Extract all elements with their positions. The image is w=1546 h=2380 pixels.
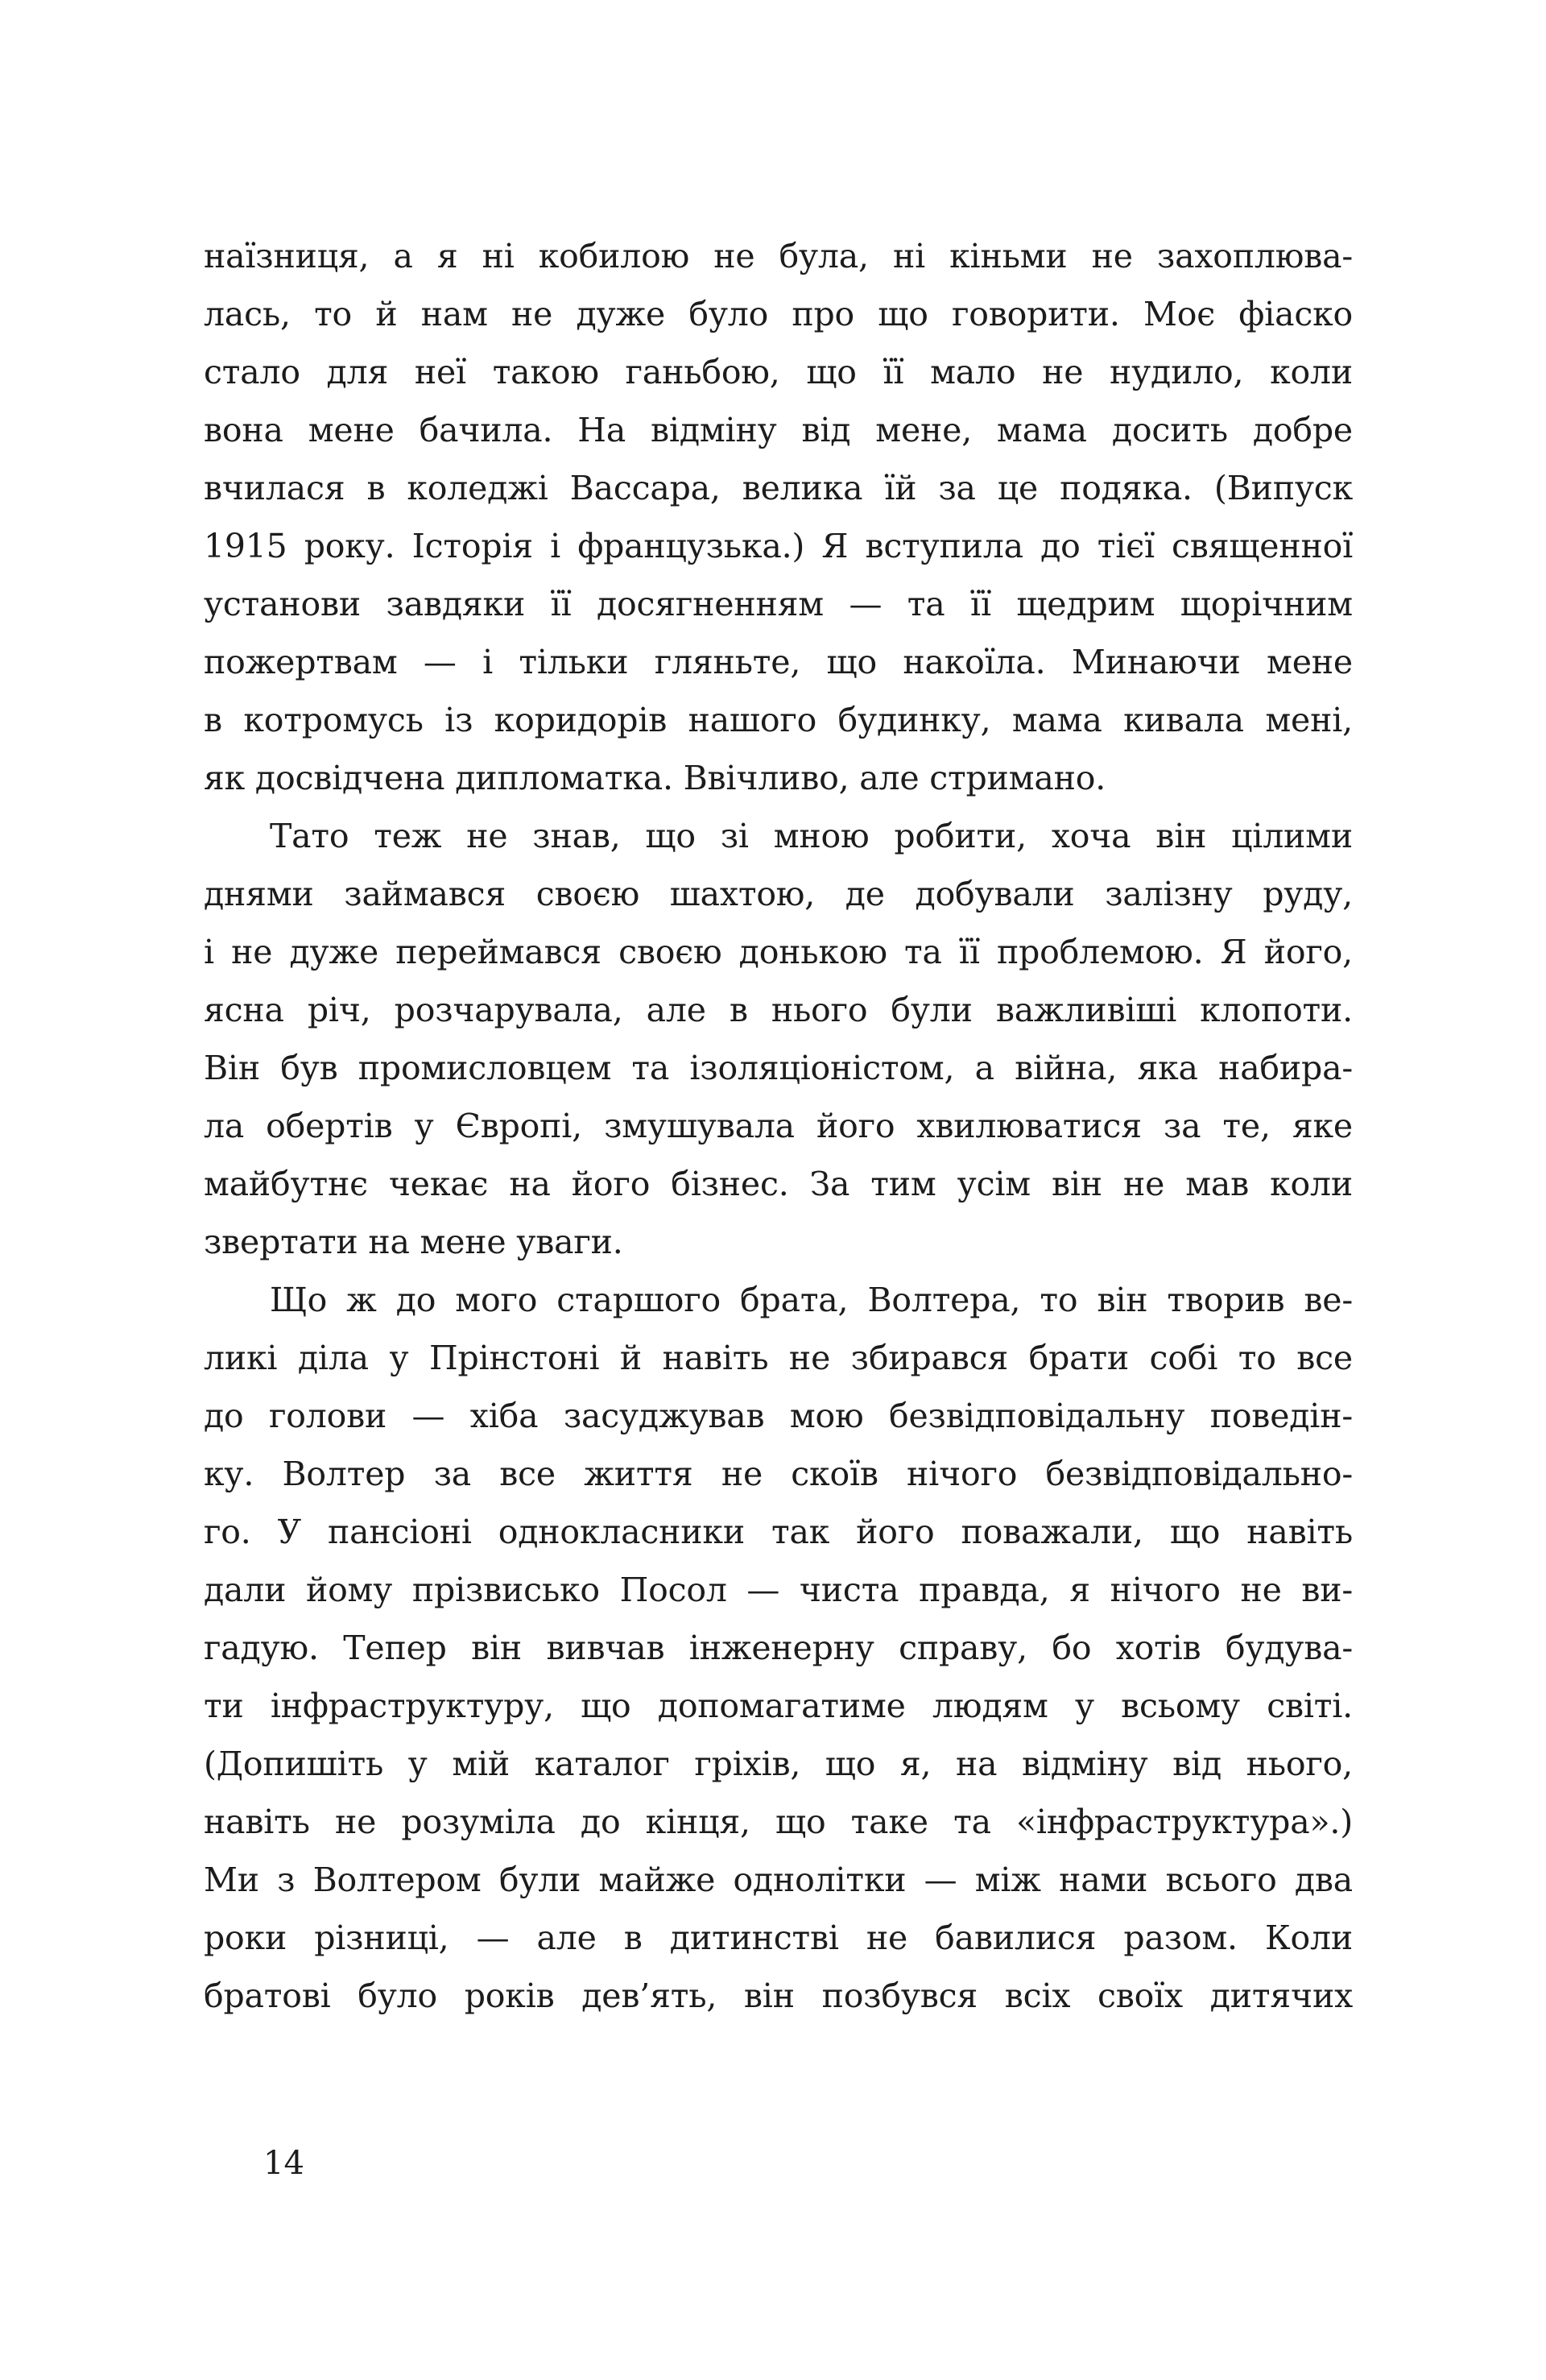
text-line-content: ликі діла у Прінстоні й навіть не збирався брати собі то все — [204, 1339, 1353, 1377]
text-line-content: навіть не розуміла до кінця, що таке та «інфраструктура».) — [204, 1803, 1353, 1841]
text-line — [204, 1155, 1353, 1213]
text-line-content: майбутнє чекає на його бізнес. За тим усім він не мав коли — [204, 1165, 1353, 1203]
paragraph-start-line — [204, 807, 1353, 865]
text-line-content: Ми з Волтером були майже однолітки — між нами всього два — [204, 1861, 1353, 1899]
text-line — [204, 1387, 1353, 1445]
text-line-content: установи завдяки її досягненням — та її щедрим щорічним — [204, 585, 1353, 623]
text-line-content: вона мене бачила. На відміну від мене, мама досить добре — [204, 411, 1353, 449]
text-line — [204, 1967, 1353, 2025]
text-line-content: звертати на мене уваги. — [204, 1223, 623, 1261]
text-line-content: днями займався своєю шахтою, де добували залізну руду, — [204, 875, 1353, 913]
text-line-content: до голови — хіба засуджував мою безвідповідальну поведін- — [204, 1397, 1353, 1435]
text-line-content: вчилася в коледжі Вассара, велика їй за це подяка. (Випуск — [204, 469, 1353, 507]
text-line — [204, 1793, 1353, 1851]
text-line — [204, 401, 1353, 459]
text-line — [204, 691, 1353, 749]
text-line-content: і не дуже переймався своєю донькою та її проблемою. Я його, — [204, 933, 1353, 971]
text-line — [204, 923, 1353, 981]
text-line-content: 1915 року. Історія і французька.) Я вступила до тієї священної — [204, 527, 1353, 565]
text-line — [204, 1445, 1353, 1503]
text-line — [204, 227, 1353, 285]
paragraph-start-line — [204, 1271, 1353, 1329]
text-line-content: гадую. Тепер він вивчав інженерну справу, бо хотів будува- — [204, 1629, 1353, 1667]
text-line — [204, 1329, 1353, 1387]
text-line-content: лась, то й нам не дуже було про що говорити. Моє фіаско — [204, 295, 1353, 333]
text-line-content: стало для неї такою ганьбою, що її мало не нудило, коли — [204, 353, 1353, 391]
text-line-content: ку. Волтер за все життя не скоїв нічого безвідповідально- — [204, 1455, 1353, 1493]
text-line — [204, 1909, 1353, 1967]
paragraph-end-line — [204, 1213, 1353, 1271]
text-line — [204, 1677, 1353, 1735]
text-line-content: пожертвам — і тільки гляньте, що накоїла. Минаючи мене — [204, 643, 1353, 681]
text-line-content: го. У пансіоні однокласники так його поважали, що навіть — [204, 1513, 1353, 1551]
text-line — [204, 1619, 1353, 1677]
text-line — [204, 1039, 1353, 1097]
text-line — [204, 343, 1353, 401]
text-line-content: роки різниці, — але в дитинстві не бавилися разом. Коли — [204, 1918, 1353, 1957]
text-line — [204, 1851, 1353, 1909]
text-line — [204, 517, 1353, 575]
text-line — [204, 633, 1353, 691]
paragraph-end-line — [204, 749, 1353, 807]
text-line — [204, 1097, 1353, 1155]
text-line-content: ла обертів у Європі, змушувала його хвилюватися за те, яке — [204, 1107, 1353, 1145]
text-line — [204, 865, 1353, 923]
body-text — [204, 227, 1353, 2025]
text-line-content: ясна річ, розчарувала, але в нього були важливіші клопоти. — [204, 991, 1353, 1029]
text-line — [204, 285, 1353, 343]
text-line-content: наїзниця, а я ні кобилою не була, ні кіньми не захоплюва- — [204, 237, 1353, 275]
text-line-content: Що ж до мого старшого брата, Волтера, то він творив ве- — [270, 1281, 1353, 1319]
text-line-content: дали йому прізвисько Посол — чиста правда, я нічого не ви- — [204, 1571, 1353, 1609]
text-line — [204, 459, 1353, 517]
text-line — [204, 981, 1353, 1039]
text-line — [204, 575, 1353, 633]
page-number: 14 — [263, 2145, 304, 2182]
text-line-content: (Допишіть у мій каталог гріхів, що я, на відміну від нього, — [204, 1745, 1353, 1783]
text-line — [204, 1561, 1353, 1619]
text-line-content: братові було років дев’ять, він позбувся всіх своїх дитячих — [204, 1976, 1353, 2015]
text-line — [204, 1735, 1353, 1793]
text-line-content: Він був промисловцем та ізоляціоністом, а війна, яка набира- — [204, 1049, 1353, 1087]
text-line-content: як досвідчена дипломатка. Ввічливо, але стримано. — [204, 759, 1106, 797]
text-line-content: в котромусь із коридорів нашого будинку, мама кивала мені, — [204, 701, 1353, 739]
text-line — [204, 1503, 1353, 1561]
text-line-content: Тато теж не знав, що зі мною робити, хоча він цілими — [270, 817, 1353, 855]
text-line-content: ти інфраструктуру, що допомагатиме людям у всьому світі. — [204, 1687, 1353, 1725]
